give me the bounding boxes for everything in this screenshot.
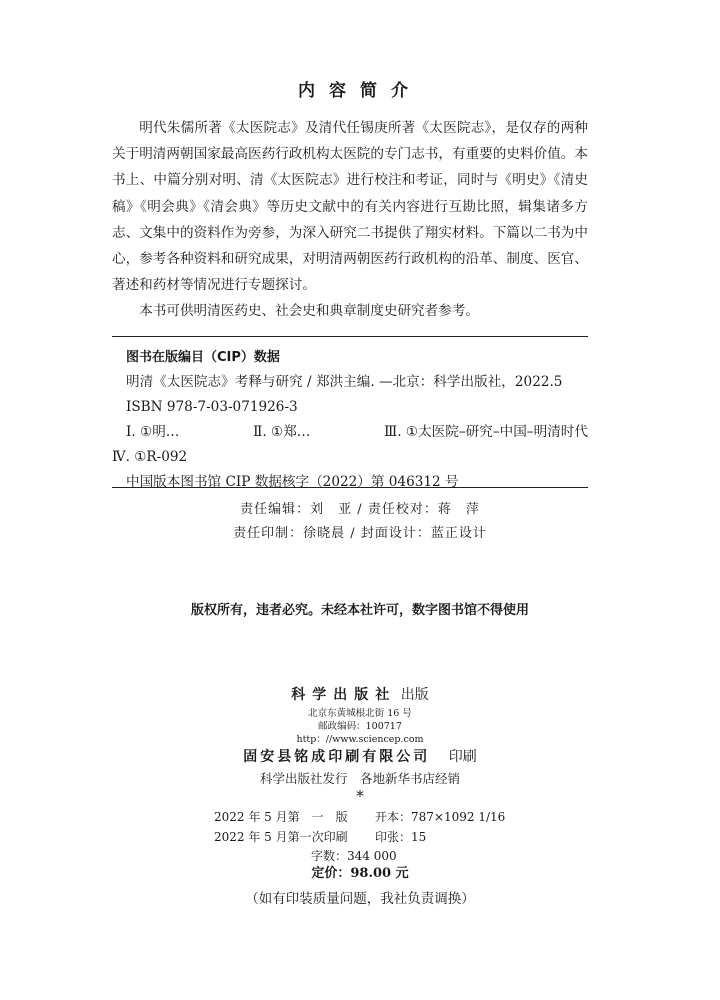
credits-print-line: 责任印制：徐晓晨 / 封面设计：蓝正设计 (233, 526, 487, 541)
publisher-postcode: 邮政编码：100717 (318, 721, 402, 732)
cip-class-item: Ⅰ. ①明… (126, 424, 180, 440)
word-count: 字数：344 000 (311, 849, 397, 863)
cip-class-item-4: Ⅳ. ①R-092 (112, 449, 188, 465)
credits-editor-line: 责任编辑：刘 亚 / 责任校对：蒋 萍 (240, 502, 480, 517)
cip-block (112, 345, 588, 495)
cip-class-item: Ⅲ. ①太医院–研究–中国–明清时代 (384, 424, 588, 440)
rights-notice: 版权所有，违者必究。未经本社许可，数字图书馆不得使用 (190, 603, 529, 618)
printer-name: 固安县铭成印刷有限公司 (243, 749, 431, 765)
format-spec: 开本：787×1092 1/16 (375, 810, 506, 824)
publisher-website: http：//www.sciencep.com (296, 734, 424, 745)
edition-date: 2022 年 5 月第 一 版 (214, 810, 348, 824)
cip-heading: 图书在版编目（CIP）数据 (126, 350, 280, 365)
publisher-name: 科学出版社 (291, 687, 397, 703)
intro-body (112, 115, 588, 325)
printing-date: 2022 年 5 月第一次印刷 (214, 830, 348, 844)
cip-class-item: Ⅱ. ①郑… (253, 424, 311, 440)
printer-line (0, 746, 720, 766)
cip-isbn: ISBN 978-7-03-071926-3 (126, 399, 298, 415)
separator-star: * (356, 787, 364, 805)
sheets-spec: 印张：15 (375, 830, 427, 844)
publisher-address: 北京东黄城根北街 16 号 (308, 708, 412, 719)
price: 定价：98.00 元 (311, 866, 409, 881)
intro-paragraph: 本书可供明清医药史、社会史和典章制度史研究者参考。 (139, 303, 480, 320)
cip-title-line: 明清《太医院志》考释与研究 / 郑洪主编. —北京：科学出版社，2022.5 (126, 374, 563, 390)
publisher-line (0, 684, 720, 704)
distribution-line: 科学出版社发行 各地新华书店经销 (259, 771, 460, 786)
cip-top-rule (112, 336, 588, 337)
quality-note: （如有印装质量问题，我社负责调换） (245, 891, 475, 907)
cip-classification (112, 420, 588, 445)
printer-suffix: 印刷 (448, 749, 477, 765)
cip-approval: 中国版本图书馆 CIP 数据核字（2022）第 046312 号 (126, 474, 459, 490)
cip-bottom-rule (112, 487, 588, 488)
publisher-suffix: 出版 (400, 687, 429, 703)
intro-paragraph: 明代朱儒所著《太医院志》及清代任锡庚所著《太医院志》，是仅存的两种关于明清两朝国家最高医药行政机构太医院的专门志书，有重要的史料价值。本书上、中篇分别对明、清《太医院志》进行校注和考证，同时与《明史》《清史稿》《明会典》《清会典》等历史文献中的有关内容进行互勘比照，辑集诸多方志、文集中的资料作为旁参，为深入研究二书提供了翔实材料。下篇以二书为中心，参考各种资料和研究成果，对明清两朝医药行政机构的沿革、制度、医官、著述和药材等情况进行专题探讨。 (112, 120, 588, 294)
intro-title: 内容简介 (298, 81, 422, 101)
